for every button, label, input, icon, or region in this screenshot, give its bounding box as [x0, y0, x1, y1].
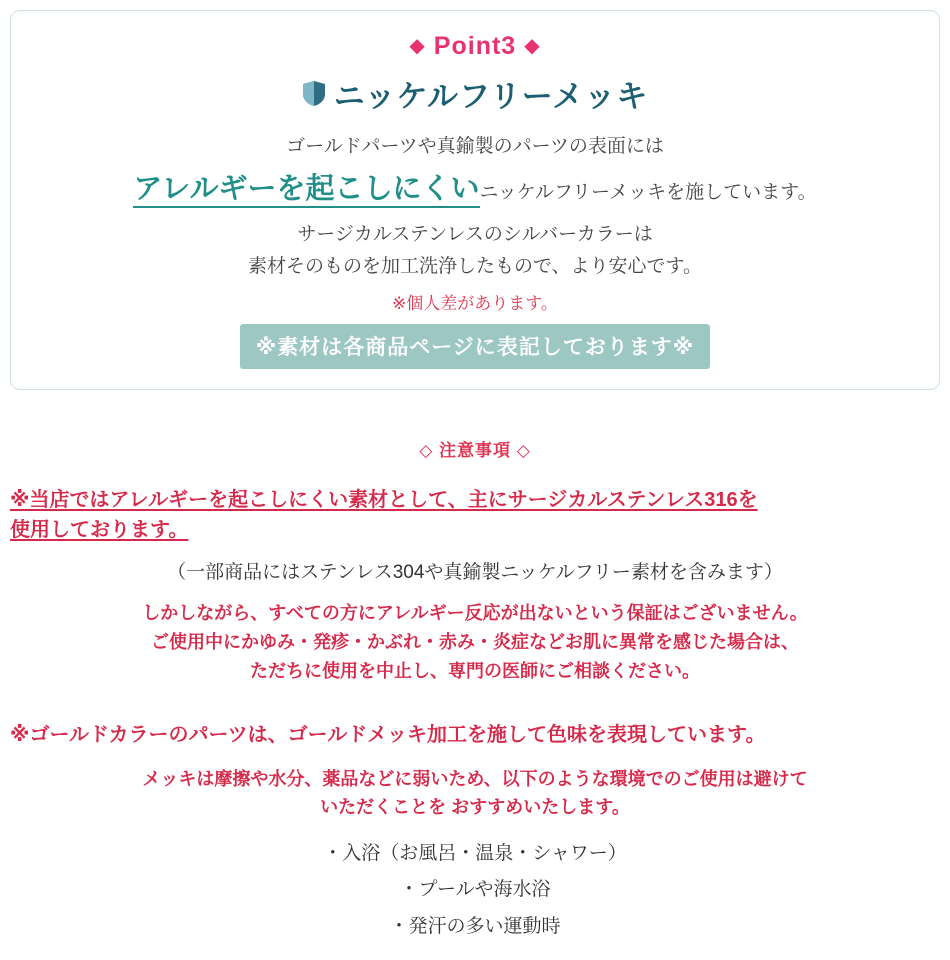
highlight-emphasis: アレルギーを起こしにくい — [133, 173, 479, 208]
note-block-material — [0, 485, 950, 685]
note-main-gold-text: ※ゴールドカラーのパーツは、ゴールドメッキ加工を施して色味を表現しています。 — [10, 723, 766, 746]
point-label — [29, 33, 921, 61]
note-plating-line-1: メッキは摩擦や水分、薬品などに弱いため、以下のような環境でのご使用は避けて — [142, 768, 808, 789]
list-item: ・プールや海水浴 — [399, 879, 551, 901]
note-plating-warning — [0, 766, 950, 823]
card-highlight-line — [29, 169, 921, 210]
note-block-gold — [0, 720, 950, 945]
list-item: ・発汗の多い運動時 — [389, 915, 561, 937]
point-title — [29, 71, 921, 116]
card-line-3: 素材そのものを加工洗浄したもので、より安心です。 — [247, 255, 703, 277]
note-plating-line-2: いただくことを おすすめいたします。 — [320, 797, 630, 818]
note-allergy-warning — [0, 600, 950, 686]
card-line-1: ゴールドパーツや真鍮製のパーツの表面には — [286, 135, 664, 157]
note-main-gold — [0, 720, 950, 750]
diamond-left-icon: ◆ — [409, 35, 426, 57]
notes-section — [0, 436, 950, 944]
note-allergy-line-1: しかしながら、すべての方にアレルギー反応が出ないという保証はございません。 — [142, 602, 808, 623]
point-title-text: ニッケルフリーメッキ — [333, 78, 649, 114]
note-main-material-line2: 使用しております。 — [10, 519, 189, 542]
note-main-material — [0, 485, 950, 545]
note-allergy-line-2: ご使用中にかゆみ・発疹・かぶれ・赤み・炎症などお肌に異常を感じた場合は、 — [151, 631, 799, 652]
list-item: ・入浴（お風呂・温泉・シャワー） — [323, 843, 627, 865]
point-card — [10, 10, 940, 390]
notes-heading: ◇ 注意事項 ◇ — [419, 441, 531, 461]
shield-icon — [302, 80, 326, 107]
page-root — [0, 10, 950, 960]
diamond-right-icon: ◆ — [524, 35, 541, 57]
note-allergy-line-3: ただちに使用を中止し、専門の医師にご相談ください。 — [250, 660, 700, 681]
highlight-tail: ニッケルフリーメッキを施しています。 — [479, 181, 817, 203]
individual-difference-note: ※個人差があります。 — [392, 294, 558, 314]
material-banner: ※素材は各商品ページに表記しております※ — [240, 324, 710, 369]
avoid-situations-list — [0, 836, 950, 944]
note-sub-material: （一部商品にはステンレス304や真鍮製ニッケルフリー素材を含みます） — [167, 562, 783, 584]
card-line-2: サージカルステンレスのシルバーカラーは — [297, 223, 653, 245]
point-label-text: Point3 — [433, 32, 517, 60]
note-main-material-line1: ※当店ではアレルギーを起こしにくい素材として、主にサージカルステンレス316を — [10, 489, 758, 512]
